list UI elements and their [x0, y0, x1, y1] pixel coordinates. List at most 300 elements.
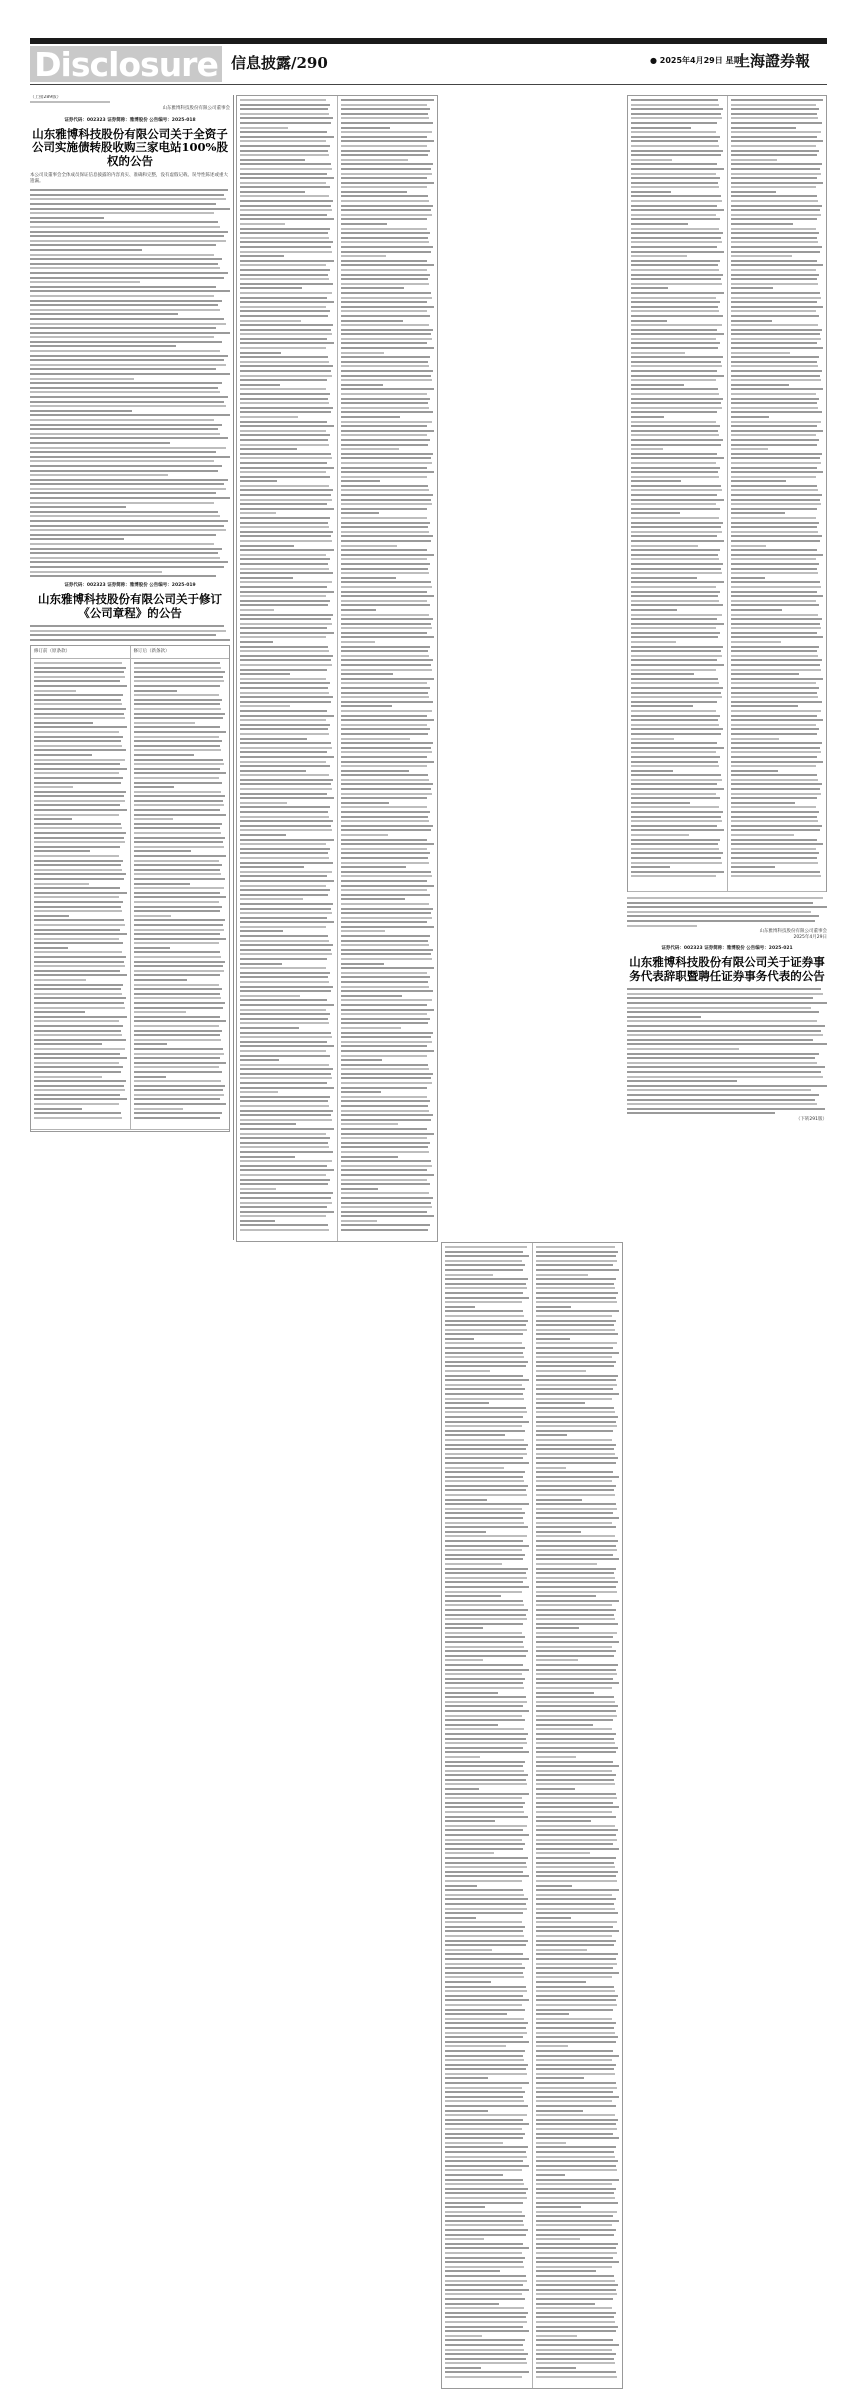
text-line — [536, 1471, 614, 1473]
text-line — [445, 2188, 528, 2190]
text-line — [445, 1301, 522, 1303]
table-cell — [532, 1243, 623, 2388]
text-line — [536, 2353, 616, 2355]
text-line — [34, 759, 125, 761]
text-line — [445, 1770, 524, 1772]
text-line — [631, 738, 674, 740]
text-line — [445, 1788, 479, 1790]
text-line — [536, 2032, 615, 2034]
text-line — [536, 1972, 620, 1974]
text-line — [445, 1609, 528, 1611]
text-line — [631, 774, 721, 776]
text-line — [536, 2123, 617, 2125]
text-line — [536, 2280, 615, 2282]
text-line — [34, 768, 127, 770]
text-line — [341, 1045, 428, 1047]
text-line — [341, 958, 433, 960]
text-line — [240, 1082, 327, 1084]
text-line — [341, 1133, 435, 1135]
text-line — [445, 1641, 523, 1643]
text-line — [631, 604, 723, 606]
text-line — [341, 898, 406, 900]
text-line — [134, 979, 188, 981]
text-line — [445, 2165, 529, 2167]
text-line — [34, 850, 90, 852]
text-line — [536, 2303, 595, 2305]
text-line — [731, 829, 821, 831]
text-line — [631, 558, 719, 560]
text-line — [134, 878, 226, 880]
text-line — [536, 1885, 573, 1887]
text-line — [445, 1935, 524, 1937]
text-line — [731, 554, 824, 556]
text-line — [536, 1742, 615, 1744]
text-line — [731, 375, 821, 377]
text-line — [631, 655, 722, 657]
text-line — [536, 1770, 613, 1772]
text-line — [445, 1370, 490, 1372]
text-line — [536, 1448, 614, 1450]
text-line — [134, 795, 226, 797]
text-line — [240, 1123, 296, 1125]
text-line — [240, 430, 326, 432]
text-line — [445, 1820, 495, 1822]
text-line — [631, 264, 718, 266]
text-line — [341, 885, 435, 887]
text-line — [34, 1094, 120, 1096]
text-line — [240, 687, 328, 689]
text-line — [536, 1480, 613, 1482]
text-line — [341, 522, 431, 524]
text-line — [134, 1039, 222, 1041]
text-line — [631, 218, 720, 220]
text-line — [536, 1467, 567, 1469]
text-line — [536, 2156, 615, 2158]
text-line — [536, 2169, 618, 2171]
text-line — [240, 618, 331, 620]
text-line — [341, 255, 387, 257]
text-line — [445, 1949, 492, 1951]
text-line — [445, 1467, 504, 1469]
text-line — [341, 618, 434, 620]
text-line — [341, 99, 435, 101]
text-line — [240, 650, 329, 652]
text-line — [30, 428, 218, 430]
text-line — [536, 1797, 618, 1799]
text-line — [240, 797, 334, 799]
text-line — [731, 145, 816, 147]
text-line — [134, 1071, 223, 1073]
text-line — [30, 515, 220, 517]
text-line — [731, 320, 773, 322]
text-line — [34, 1117, 122, 1119]
text-line — [445, 1963, 522, 1965]
text-line — [536, 1682, 620, 1684]
text-line — [536, 1641, 620, 1643]
text-line — [631, 687, 723, 689]
text-line — [240, 329, 331, 331]
text-line — [631, 614, 722, 616]
text-line — [240, 398, 328, 400]
text-line — [30, 630, 226, 632]
text-line — [240, 940, 329, 942]
text-line — [631, 462, 716, 464]
text-line — [34, 929, 120, 931]
text-line — [631, 407, 722, 409]
text-line — [240, 1183, 328, 1185]
text-line — [536, 1751, 617, 1753]
text-line — [536, 1829, 619, 1831]
text-line — [341, 733, 429, 735]
text-line — [134, 786, 175, 788]
text-line — [445, 2376, 522, 2378]
text-line — [240, 903, 333, 905]
text-line — [445, 1650, 528, 1652]
text-line — [627, 911, 811, 913]
text-line — [34, 1089, 125, 1091]
text-line — [240, 361, 329, 363]
text-line — [240, 467, 334, 469]
text-line — [134, 1043, 167, 1045]
text-line — [240, 1165, 327, 1167]
text-line — [445, 2146, 528, 2148]
text-line — [445, 1494, 527, 1496]
text-line — [34, 841, 125, 843]
text-line — [631, 609, 677, 611]
text-line — [536, 1696, 614, 1698]
text-line — [134, 782, 223, 784]
text-line — [30, 492, 216, 494]
text-line — [341, 1096, 427, 1098]
text-line — [445, 1944, 526, 1946]
text-line — [341, 297, 433, 299]
text-line — [631, 191, 671, 193]
text-line — [536, 1512, 614, 1514]
text-line — [627, 920, 815, 922]
text-line — [34, 993, 122, 995]
text-line — [341, 315, 431, 317]
text-line — [445, 2284, 523, 2286]
board-signature: 山东雅博科技股份有限公司董事会 — [759, 929, 827, 935]
text-line — [445, 1489, 526, 1491]
text-line — [631, 251, 724, 253]
text-line — [536, 2229, 616, 2231]
text-line — [240, 595, 326, 597]
text-line — [536, 1669, 617, 1671]
text-line — [536, 1728, 613, 1730]
text-line — [134, 910, 221, 912]
text-line — [240, 237, 329, 239]
text-line — [445, 2009, 525, 2011]
text-line — [30, 341, 222, 343]
text-line — [731, 434, 816, 436]
text-line — [341, 375, 432, 377]
text-line — [631, 857, 721, 859]
text-line — [341, 531, 430, 533]
text-line — [445, 1705, 523, 1707]
text-line — [731, 724, 816, 726]
text-line — [341, 724, 427, 726]
text-line — [445, 1352, 523, 1354]
text-line — [731, 402, 818, 404]
text-line — [240, 682, 330, 684]
text-line — [731, 687, 820, 689]
text-line — [240, 1036, 332, 1038]
text-line — [240, 738, 307, 740]
text-line — [731, 122, 823, 124]
top-rule — [30, 38, 827, 44]
text-line — [341, 1146, 429, 1148]
text-line — [536, 1540, 619, 1542]
text-line — [341, 990, 434, 992]
text-line — [341, 1050, 435, 1052]
text-line — [627, 1080, 737, 1082]
text-line — [341, 742, 434, 744]
text-line — [536, 2261, 620, 2263]
text-line — [445, 2266, 524, 2268]
text-line — [631, 434, 719, 436]
text-line — [134, 823, 223, 825]
text-line — [445, 2224, 524, 2226]
text-line — [445, 1765, 523, 1767]
text-line — [240, 921, 334, 923]
text-line — [731, 182, 824, 184]
text-line — [536, 2041, 617, 2043]
text-line — [240, 1110, 333, 1112]
text-line — [536, 1453, 615, 1455]
text-line — [341, 402, 429, 404]
text-line — [536, 2100, 613, 2102]
text-line — [445, 1728, 524, 1730]
text-line — [731, 581, 821, 583]
text-line — [134, 1089, 224, 1091]
text-line — [341, 476, 427, 478]
text-line — [240, 545, 294, 547]
text-line — [240, 1224, 328, 1226]
text-line — [445, 2077, 488, 2079]
notice1-body — [30, 189, 230, 577]
text-line — [341, 806, 427, 808]
text-line — [341, 407, 430, 409]
text-line — [536, 2326, 619, 2328]
text-line — [627, 1108, 825, 1110]
text-line — [445, 1751, 529, 1753]
text-line — [631, 255, 687, 257]
text-line — [445, 2013, 507, 2015]
text-line — [240, 848, 330, 850]
text-line — [536, 2105, 616, 2107]
text-line — [240, 866, 304, 868]
text-line — [445, 1908, 527, 1910]
text-line — [240, 393, 330, 395]
text-line — [631, 232, 723, 234]
text-line — [341, 995, 403, 997]
text-line — [445, 2349, 524, 2351]
text-line — [445, 1324, 526, 1326]
text-line — [631, 554, 718, 556]
text-line — [631, 485, 721, 487]
text-line — [536, 2059, 613, 2061]
text-line — [445, 1600, 523, 1602]
text-line — [34, 878, 124, 880]
text-line — [445, 1411, 527, 1413]
text-line — [34, 804, 120, 806]
text-line — [445, 1738, 526, 1740]
text-line — [341, 214, 433, 216]
text-line — [30, 534, 216, 536]
text-line — [631, 338, 716, 340]
text-line — [536, 1375, 619, 1377]
text-line — [536, 2036, 619, 2038]
text-line — [536, 1251, 619, 1253]
text-line — [341, 269, 427, 271]
text-line — [536, 1333, 619, 1335]
disclosure-logo: Disclosure — [30, 46, 222, 82]
text-line — [240, 935, 328, 937]
text-line — [240, 664, 332, 666]
text-line — [341, 209, 432, 211]
text-line — [536, 2142, 566, 2144]
text-line — [536, 1963, 618, 1965]
text-line — [445, 1825, 527, 1827]
text-line — [631, 862, 722, 864]
text-line — [240, 535, 331, 537]
text-line — [240, 485, 329, 487]
text-line — [240, 375, 332, 377]
text-line — [731, 154, 818, 156]
text-line — [341, 908, 434, 910]
text-line — [240, 246, 331, 248]
text-line — [34, 809, 127, 811]
text-line — [134, 754, 194, 756]
text-line — [341, 1183, 431, 1185]
text-line — [536, 1990, 615, 1992]
text-line — [240, 1114, 331, 1116]
text-line — [240, 1100, 328, 1102]
text-line — [536, 1462, 617, 1464]
text-line — [34, 791, 126, 793]
text-line — [731, 287, 774, 289]
text-line — [240, 140, 326, 142]
text-line — [445, 1347, 525, 1349]
text-line — [536, 1692, 594, 1694]
text-line — [631, 113, 721, 115]
text-line — [631, 278, 721, 280]
text-line — [240, 352, 281, 354]
text-line — [445, 1953, 523, 1955]
text-line — [631, 411, 717, 413]
text-line — [731, 269, 816, 271]
text-line — [341, 324, 430, 326]
text-line — [341, 310, 427, 312]
text-line — [30, 479, 228, 481]
text-line — [30, 442, 170, 444]
text-line — [341, 1206, 433, 1208]
text-line — [341, 471, 435, 473]
text-line — [536, 1719, 614, 1721]
text-line — [731, 430, 824, 432]
text-line — [341, 329, 434, 331]
text-line — [631, 375, 724, 377]
text-line — [240, 829, 332, 831]
text-line — [341, 1009, 435, 1011]
text-line — [34, 883, 89, 885]
text-line — [240, 342, 334, 344]
text-line — [731, 811, 820, 813]
text-line — [731, 535, 823, 537]
signature-date: 2025年4月29日 — [793, 935, 827, 941]
text-line — [731, 324, 819, 326]
text-line — [341, 150, 431, 152]
text-line — [445, 1485, 528, 1487]
text-line — [731, 866, 775, 868]
text-line — [445, 2280, 527, 2282]
text-line — [240, 728, 328, 730]
text-line — [240, 586, 327, 588]
text-line — [341, 251, 432, 253]
text-line — [631, 425, 720, 427]
text-line — [240, 526, 329, 528]
text-line — [445, 1306, 475, 1308]
text-line — [240, 572, 333, 574]
text-line — [341, 278, 429, 280]
text-line — [134, 745, 221, 747]
text-line — [445, 1940, 528, 1942]
text-line — [34, 997, 126, 999]
text-line — [627, 1085, 827, 1087]
text-line — [445, 1416, 523, 1418]
text-line — [631, 421, 716, 423]
text-line — [631, 820, 722, 822]
text-line — [240, 1055, 330, 1057]
text-line — [34, 740, 121, 742]
text-line — [445, 1448, 526, 1450]
text-line — [536, 2293, 618, 2295]
text-line — [731, 572, 819, 574]
text-line — [240, 774, 329, 776]
text-line — [445, 1402, 489, 1404]
text-line — [240, 439, 328, 441]
text-line — [445, 1434, 505, 1436]
column-1 — [30, 95, 230, 1240]
text-line — [445, 1627, 483, 1629]
text-line — [631, 246, 717, 248]
text-line — [30, 286, 216, 288]
text-line — [34, 736, 123, 738]
text-line — [536, 1278, 616, 1280]
text-line — [445, 1558, 523, 1560]
table-cell — [442, 1243, 532, 2388]
text-line — [631, 632, 720, 634]
text-line — [240, 205, 331, 207]
text-line — [536, 1917, 572, 1919]
text-line — [240, 365, 333, 367]
text-line — [341, 448, 400, 450]
text-line — [627, 993, 823, 995]
text-line — [536, 1903, 614, 1905]
text-line — [445, 2018, 524, 2020]
text-line — [134, 800, 224, 802]
text-line — [445, 1885, 477, 1887]
text-line — [134, 993, 221, 995]
text-line — [731, 600, 816, 602]
text-line — [631, 494, 717, 496]
text-line — [631, 356, 723, 358]
text-line — [341, 122, 434, 124]
text-line — [731, 407, 819, 409]
text-line — [631, 572, 722, 574]
text-line — [445, 2247, 529, 2249]
